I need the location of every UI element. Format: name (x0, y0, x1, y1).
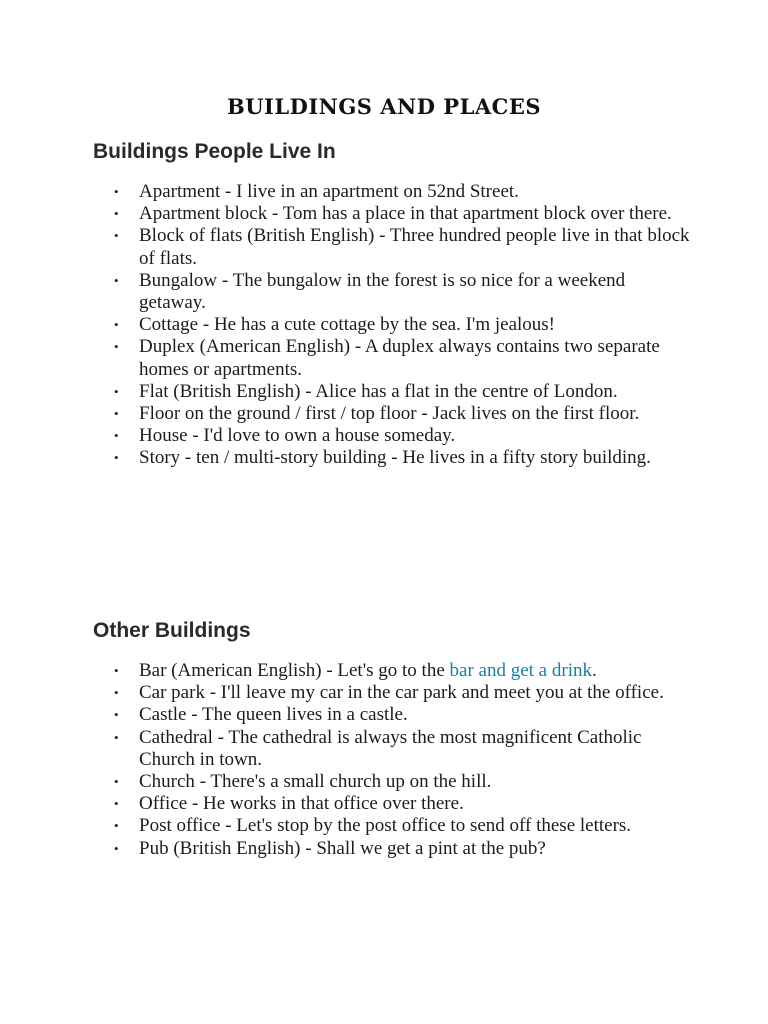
example-sentence: He has a cute cottage by the sea. I'm jealous! (213, 314, 556, 336)
example-sentence: There's a small church up on the hill. (210, 771, 492, 793)
example-sentence: The bungalow in the forest is so nice for a weekend getaway. (139, 269, 626, 314)
list-item (110, 447, 690, 469)
list-item (110, 771, 690, 793)
term-separator: - (187, 425, 204, 447)
example-sentence: Shall we get a pint at the pub? (316, 837, 546, 859)
list-item (110, 225, 690, 269)
example-sentence: I'll leave my car in the car park and meet you at the office. (220, 682, 664, 704)
list-item (110, 815, 690, 837)
vocab-term: Post office (139, 815, 221, 837)
term-separator: - (386, 447, 403, 469)
vocab-term: Office (139, 793, 188, 815)
vocab-term: Pub (British English) (139, 837, 301, 859)
section-heading-other-buildings: Other Buildings (93, 619, 251, 642)
example-sentence: Alice has a flat in the centre of London. (315, 380, 618, 402)
list-item (110, 381, 690, 403)
term-separator: - (198, 314, 214, 336)
vocab-term: Car park (139, 682, 205, 704)
vocab-term: Apartment (139, 181, 221, 202)
section-heading-buildings-people-live-in: Buildings People Live In (93, 140, 336, 163)
vocab-term: Story - ten / multi-story building (139, 447, 387, 469)
list-item (110, 660, 690, 682)
example-sentence-end: . (591, 660, 597, 681)
term-separator: - (321, 660, 338, 681)
vocab-term: Floor on the ground / first / top floor (139, 403, 417, 425)
term-separator: - (204, 682, 221, 704)
list-item (110, 203, 690, 225)
term-separator: - (187, 793, 204, 815)
list-item (110, 704, 690, 726)
vocab-term: Apartment block (139, 203, 268, 225)
term-separator: - (220, 181, 237, 202)
list-item (110, 314, 690, 336)
term-separator: - (212, 726, 229, 748)
term-separator: - (350, 336, 365, 358)
vocab-term: Cathedral (139, 726, 213, 748)
term-separator: - (186, 704, 202, 726)
vocab-term: Bar (American English) (139, 660, 322, 681)
bar-and-get-a-drink-link[interactable]: bar and get a drink (449, 660, 592, 681)
example-sentence: Tom has a place in that apartment block over there. (282, 203, 672, 225)
list-item (110, 270, 690, 314)
example-sentence: Jack lives on the first floor. (432, 403, 640, 425)
example-sentence: I'd love to own a house someday. (203, 425, 456, 447)
list-item (110, 838, 690, 860)
term-separator: - (416, 403, 433, 425)
vocabulary-list-homes (110, 181, 690, 470)
example-sentence: I live in an apartment on 52nd Street. (236, 181, 519, 202)
example-sentence: A duplex always contains two separate homes or apartments. (139, 336, 660, 380)
example-sentence: The queen lives in a castle. (201, 704, 408, 726)
term-separator: - (194, 771, 211, 793)
example-sentence: He works in that office over there. (203, 793, 464, 815)
example-sentence: Let's stop by the post office to send off these letters. (236, 815, 632, 837)
vocab-term: Castle (139, 704, 187, 726)
example-sentence: The cathedral is always the most magnificent Catholic Church in town. (139, 726, 642, 770)
term-separator: - (217, 269, 233, 291)
list-item (110, 336, 690, 380)
example-sentence: He lives in a fifty story building. (402, 447, 651, 469)
vocab-term: Cottage (139, 314, 199, 336)
list-item (110, 682, 690, 704)
vocab-term: Block of flats (British English) (139, 225, 375, 247)
list-item (110, 403, 690, 425)
vocab-term: Duplex (American English) (139, 336, 351, 358)
example-sentence: Three hundred people live in that block of flats. (139, 225, 690, 269)
list-item (110, 425, 690, 447)
vocab-term: Flat (British English) (139, 380, 301, 402)
term-separator: - (300, 837, 317, 859)
vocabulary-list-other-buildings (110, 660, 690, 860)
list-item (110, 727, 690, 771)
term-separator: - (374, 225, 390, 247)
term-separator: - (267, 203, 283, 225)
vocab-term: Church (139, 771, 195, 793)
example-sentence-start: Let's go to the (337, 660, 450, 681)
vocab-term: Bungalow (139, 269, 218, 291)
term-separator: - (300, 380, 316, 402)
list-item (110, 793, 690, 815)
page-title: BUILDINGS AND PLACES (226, 94, 542, 119)
list-item (110, 181, 690, 203)
vocab-term: House (139, 425, 188, 447)
term-separator: - (220, 815, 237, 837)
